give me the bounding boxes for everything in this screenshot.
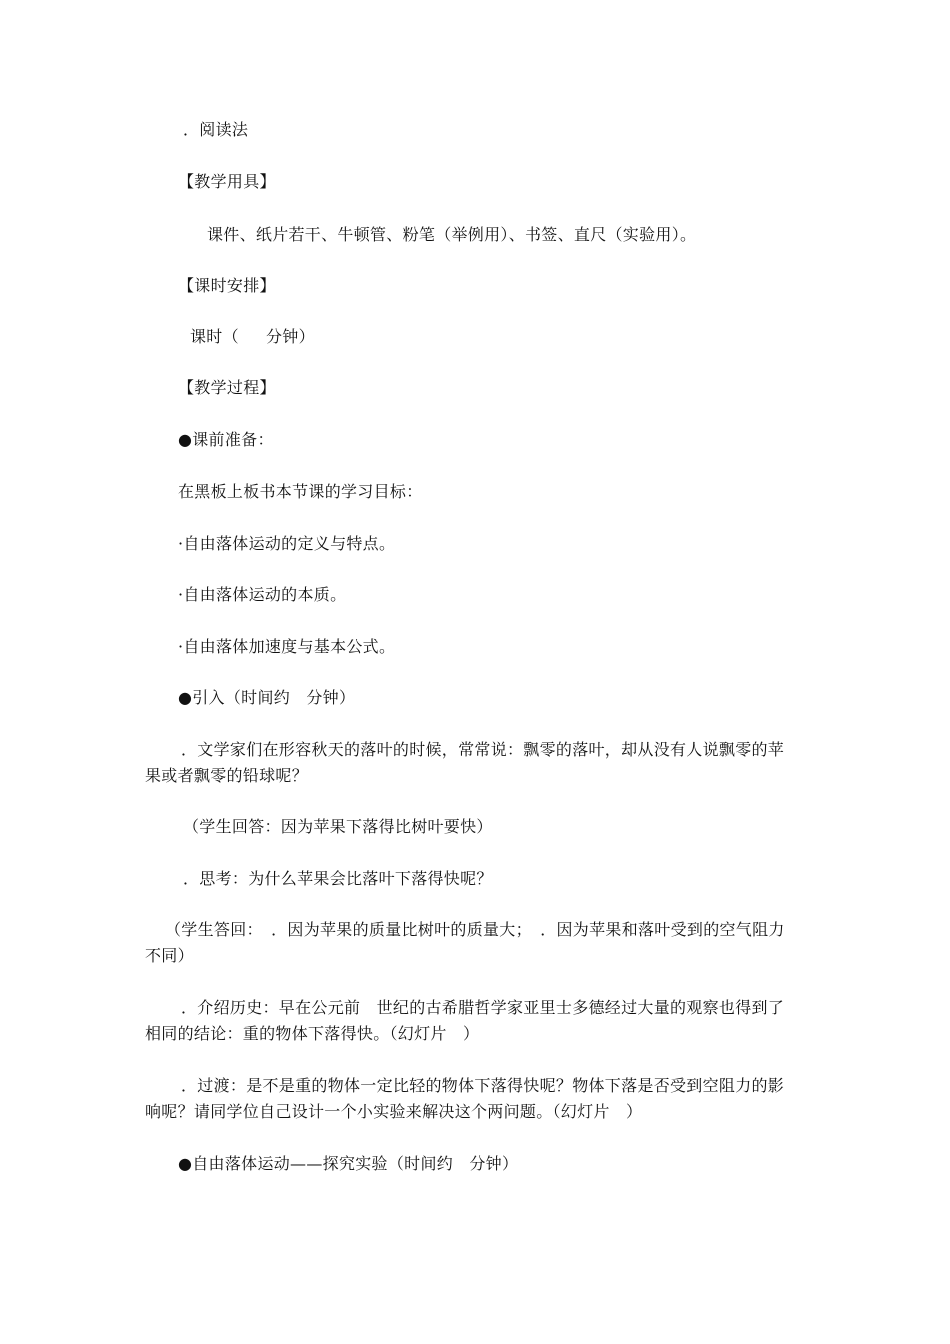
goal-item-3: ·自由落体加速度与基本公式。 [178,637,396,656]
process-heading: 【教学过程】 [178,378,276,397]
method-line: ．阅读法 [183,120,249,139]
paragraph-2-answer-line-1: （学生答回： ．因为苹果的质量比树叶的质量大； ．因为苹果和落叶受到的空气阻力 [165,920,785,939]
explore-heading: ●自由落体运动——探究实验（时间约 分钟） [178,1154,519,1173]
paragraph-2-answer-line-2: 不同） [145,946,194,965]
paragraph-4 [145,1073,813,1125]
paragraph-2-answer [145,917,813,969]
schedule-heading: 【课时安排】 [178,276,276,295]
goal-item-1: ·自由落体运动的定义与特点。 [178,534,396,553]
paragraph-4-line-2: 响呢？请同学位自己设计一个小实验来解决这个两问题。（幻灯片 ） [145,1102,643,1121]
intro-heading: ●引入（时间约 分钟） [178,688,356,707]
schedule-text: 课时（ 分钟） [190,327,315,346]
prep-heading: ●课前准备： [178,430,274,449]
paragraph-2-line-1: ．思考：为什么苹果会比落叶下落得快呢？ [183,869,493,888]
paragraph-1-line-1: ．文学家们在形容秋天的落叶的时候，常常说：飘零的落叶，却从没有人说飘零的苹 [181,740,785,759]
paragraph-3-line-1: ．介绍历史：早在公元前 世纪的古希腊哲学家亚里士多德经过大量的观察也得到了 [181,998,785,1017]
paragraph-4-line-1: ．过渡：是不是重的物体一定比轻的物体下落得快呢？物体下落是否受到空阻力的影 [181,1076,785,1095]
goal-item-2: ·自由落体运动的本质。 [178,585,347,604]
paragraph-1-line-2: 果或者飘零的铅球呢？ [145,766,309,785]
paragraph-1 [145,737,813,789]
paragraph-1-answer: （学生回答：因为苹果下落得比树叶要快） [183,817,493,836]
paragraph-3 [145,995,813,1047]
tools-heading: 【教学用具】 [178,172,276,191]
tools-text: 课件、纸片若干、牛顿管、粉笔（举例用）、书签、直尺（实验用）。 [207,225,697,244]
paragraph-3-line-2: 相同的结论：重的物体下落得快。（幻灯片 ） [145,1024,480,1043]
prep-text: 在黑板上板书本节课的学习目标： [178,482,423,501]
